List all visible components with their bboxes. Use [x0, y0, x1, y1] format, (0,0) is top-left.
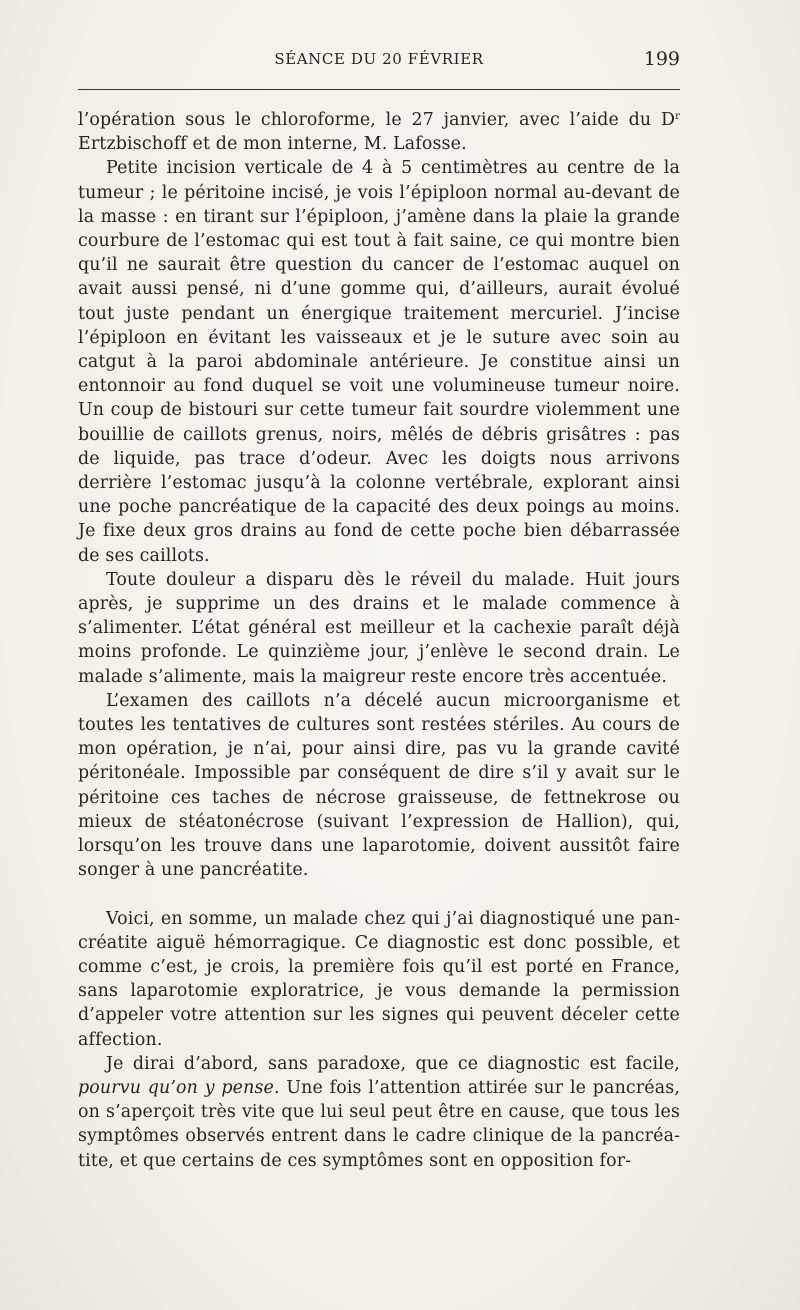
paragraph-6 [78, 1052, 680, 1173]
paragraph-5: Voici, en somme, un malade chez qui j’ai diagnostiqué une pancréatite aiguë hémorragique. Ce diagnostic est donc possible, et comme c’est, je crois, la première fois qu’il est porté en France, sans laparotomie exploratrice, je vous demande la permission d’appeler votre attention sur les signes qui peuvent déceler cette affection. [78, 908, 680, 1050]
doctor-abbrev-superscript: r [675, 111, 680, 122]
paragraph-6-italic: pourvu qu’on y pense. [78, 1077, 280, 1098]
paragraph-2: Petite incision verticale de 4 à 5 centimètres au centre de la tumeur ; le péritoine incisé, je vois l’épiploon normal au-devant de la masse : en tirant sur l’épiploon, j’amène dans la plaie la grande courbure de l’estomac qui est tout à fait saine, ce qui montre bien qu’il ne saurait être question du cancer de l’estomac auquel on avait aussi pensé, ni d’une gomme qui, d’ailleurs, aurait évolué tout juste pendant un énergique traitement mercuriel. J’incise l’épiploon en évitant les vaisseaux et je le suture avec soin au catgut à la paroi abdominale antérieure. Je constitue ainsi un entonnoir au fond duquel se voit une volumineuse tumeur noire. Un coup de bistouri sur cette tumeur fait sourdre violemment une bouillie de caillots grenus, noirs, mêlés de débris grisâtres : pas de liquide, pas trace d’odeur. Avec les doigts nous arrivons derrière l’estomac jusqu’à la colonne vertébrale, explorant ainsi une poche pancréatique de la capacité des deux poings au moins. Je fixe deux gros drains au fond de cette poche bien débarrassée de ses caillots. [78, 158, 680, 566]
page-number: 199 [643, 48, 680, 70]
page-header [78, 48, 680, 78]
running-title: SÉANCE DU 20 FÉVRIER [274, 50, 484, 68]
paragraph-6-text-b: Une fois l’attention attirée sur le pancréas, on s’aperçoit très vite que lui seul peut être en cause, que tous les symptômes observés entrent dans le cadre clinique de la pancréatite, et que certains de ces symptômes sont en opposition for- [78, 1077, 681, 1171]
header-rule [78, 89, 680, 90]
paragraph-3: Toute douleur a disparu dès le réveil du malade. Huit jours après, je supprime un des drains et le malade commence à s’alimenter. L’état général est meilleur et la cachexie paraît déjà moins profonde. Le quinzième jour, j’enlève le second drain. Le malade s’alimente, mais la maigreur reste encore très accentuée. [78, 569, 680, 687]
paragraph-1-text-a: l’opération sous le chloroforme, le 27 janvier, avec l’aide du D [78, 110, 676, 130]
paragraph-6-text-a: Je dirai d’abord, sans paradoxe, que ce diagnostic est facile, [106, 1053, 680, 1074]
paragraph-4: L’examen des caillots n’a décelé aucun microorganisme et toutes les tentatives de cultures sont restées stériles. Au cours de mon opération, je n’ai, pour ainsi dire, pas vu la grande cavité péritonéale. Impossible par conséquent de dire s’il y avait sur le péritoine ces taches de nécrose graisseuse, de fettnekrose ou mieux de stéatonécrose (suivant l’expression de Hallion), qui, lorsqu’on les trouve dans une laparotomie, doivent aussitôt faire songer à une pancréatite. [78, 690, 680, 881]
paragraph-1 [78, 108, 680, 156]
paragraph-1-text-b: Ertzbischoff et de mon interne, M. Lafosse. [78, 134, 467, 155]
body-text [78, 108, 680, 1173]
